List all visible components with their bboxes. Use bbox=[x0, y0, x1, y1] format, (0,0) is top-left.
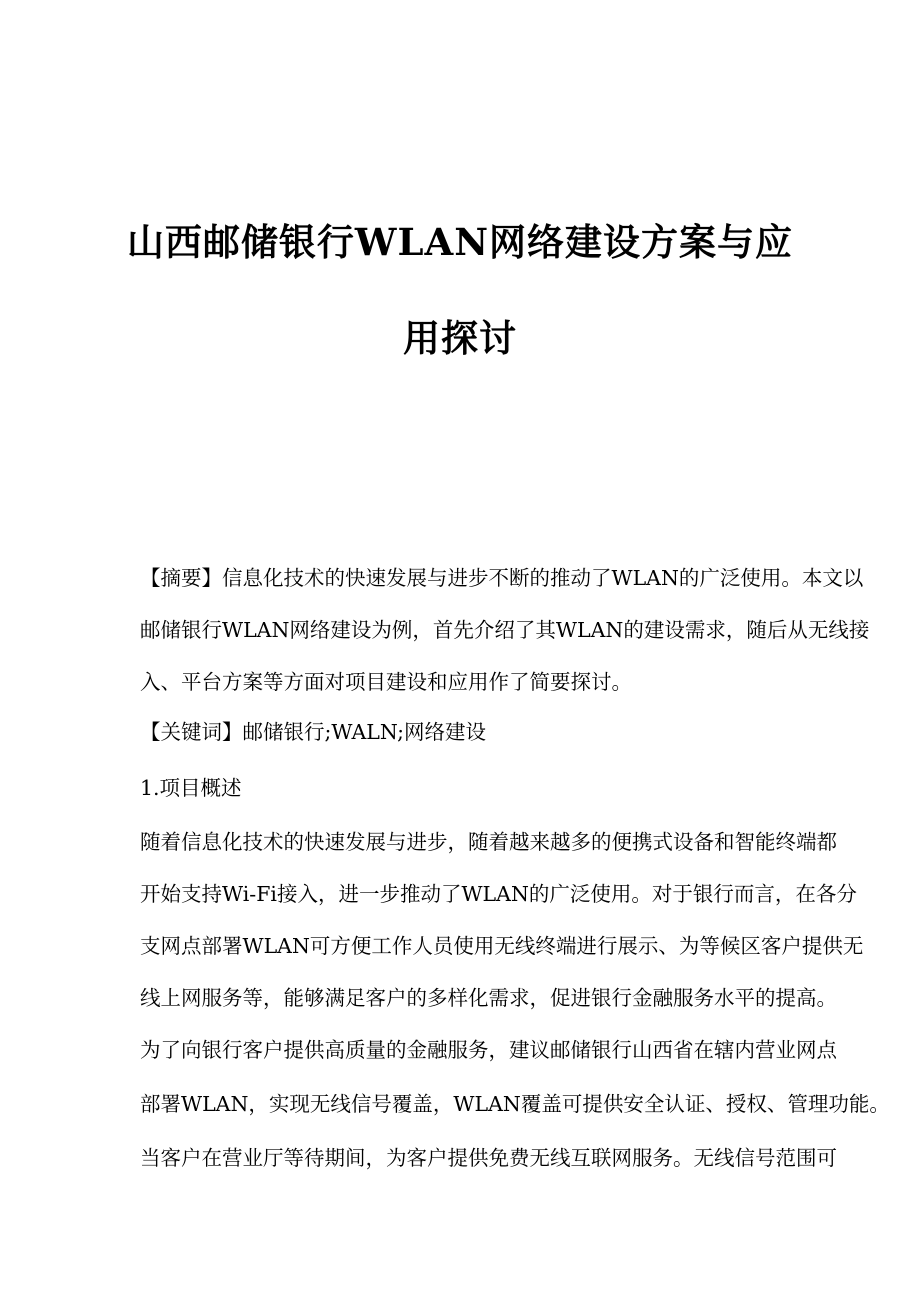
abstract-line: 【摘要】信息化技术的快速发展与进步不断的推动了WLAN的广泛使用。本文以 bbox=[140, 566, 864, 590]
document-title-line-2: 用探讨 bbox=[403, 316, 517, 360]
keywords-line: 【关键词】邮储银行;WALN;网络建设 bbox=[140, 720, 486, 744]
abstract-line: 入、平台方案等方面对项目建设和应用作了简要探讨。 bbox=[140, 670, 632, 694]
paragraph-line: 线上网服务等，能够满足客户的多样化需求，促进银行金融服务水平的提高。 bbox=[140, 986, 837, 1010]
paragraph-line: 随着信息化技术的快速发展与进步，随着越来越多的便携式设备和智能终端都 bbox=[140, 830, 837, 854]
paragraph-line: 开始支持Wi-Fi接入，进一步推动了WLAN的广泛使用。对于银行而言，在各分 bbox=[140, 882, 857, 906]
abstract-line: 邮储银行WLAN网络建设为例，首先介绍了其WLAN的建设需求，随后从无线接 bbox=[140, 618, 870, 642]
paragraph-line: 部署WLAN，实现无线信号覆盖，WLAN覆盖可提供安全认证、授权、管理功能。 bbox=[140, 1092, 890, 1116]
paragraph-line: 为了向银行客户提供高质量的金融服务，建议邮储银行山西省在辖内营业网点 bbox=[140, 1038, 837, 1062]
section-heading: 1.项目概述 bbox=[140, 776, 242, 800]
document-title-line-1: 山西邮储银行WLAN网络建设方案与应 bbox=[126, 220, 794, 264]
paragraph-line: 当客户在营业厅等待期间，为客户提供免费无线互联网服务。无线信号范围可 bbox=[140, 1146, 837, 1170]
paragraph-line: 支网点部署WLAN可方便工作人员使用无线终端进行展示、为等候区客户提供无 bbox=[140, 934, 864, 958]
